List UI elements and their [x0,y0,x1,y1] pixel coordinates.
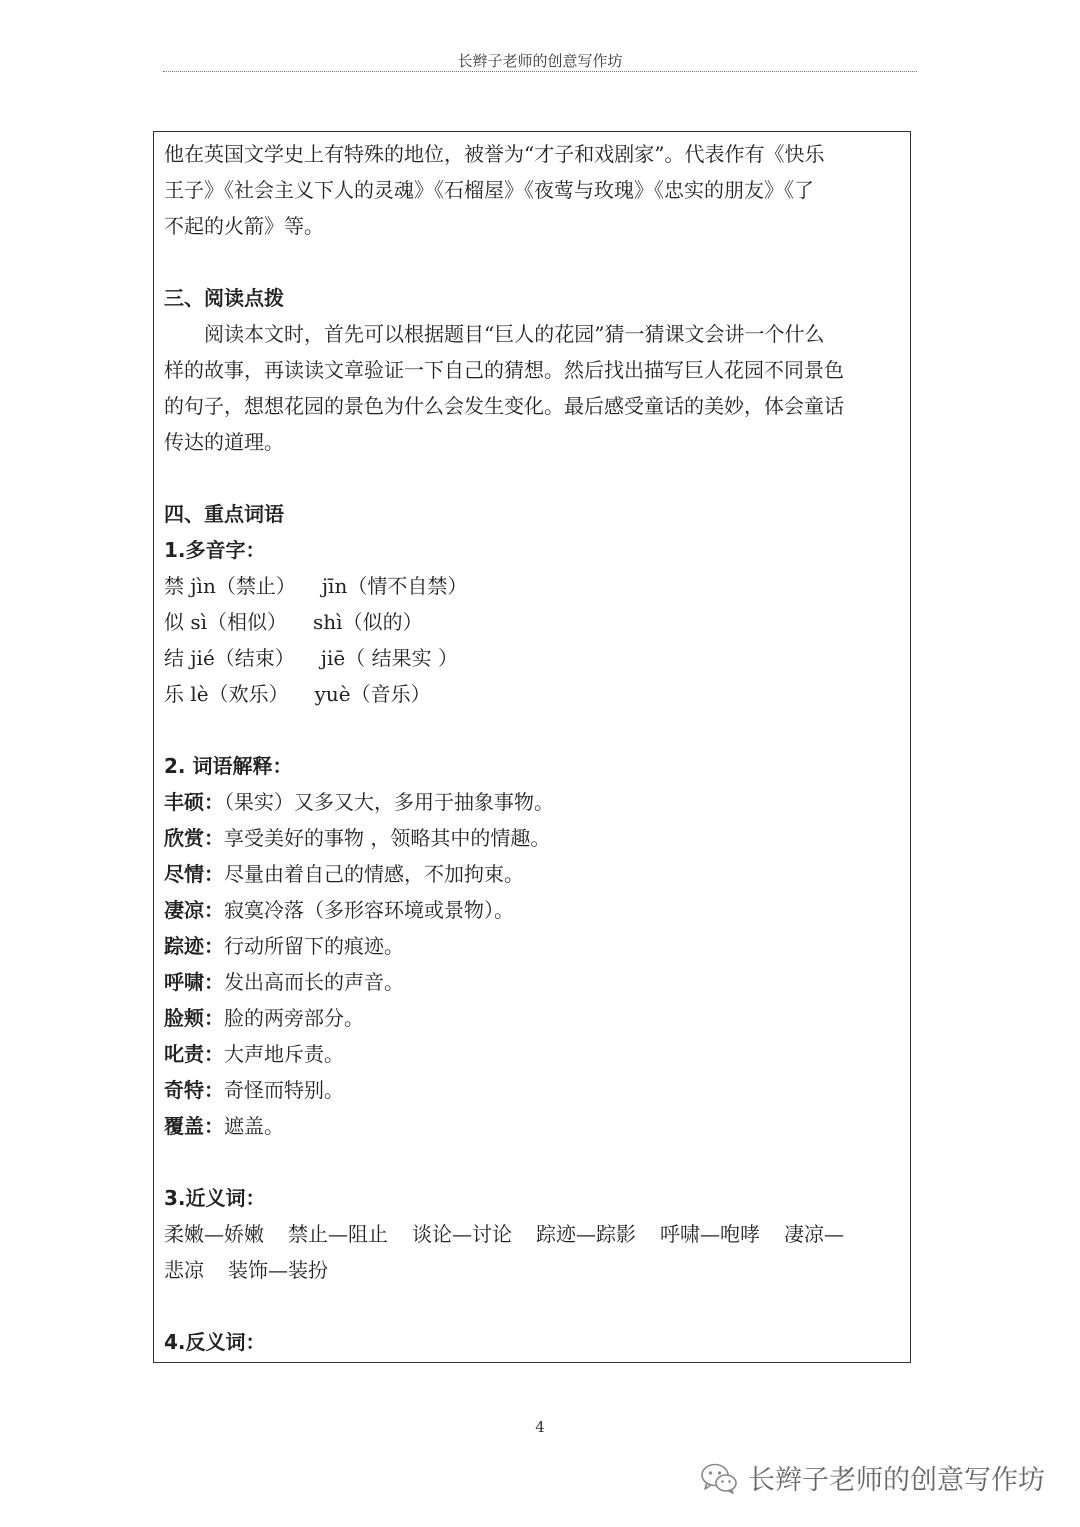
synonym-line [164,1216,904,1252]
term: 丰硕： [164,790,224,814]
definition: 脸的两旁部分。 [224,1006,364,1030]
content-body [164,136,904,1360]
explanation-item [164,964,904,1000]
paragraph-line: 阅读本文时，首先可以根据题目“巨人的花园”猜一猜课文会讲一个什么 [204,322,825,346]
explanation-item [164,928,904,964]
term: 奇特： [164,1078,224,1102]
polyphonic-row [164,604,904,640]
definition: 寂寞冷落（多形容环境或景物）。 [224,898,514,922]
polyphonic-a: 结 jié（结束） [164,646,295,670]
polyphonic-a: 乐 lè（欢乐） [164,682,289,706]
polyphonic-b: jiē（ 结果实 ） [320,646,458,670]
synonym-pair: 柔嫩—娇嫩 [164,1222,264,1246]
explanation-item [164,1000,904,1036]
explanation-item [164,892,904,928]
subsection-heading: 3.近义词： [164,1186,266,1210]
watermark [700,1458,1045,1497]
paragraph-line: 样的故事，再读读文章验证一下自己的猜想。然后找出描写巨人花园不同景色 [164,358,844,382]
synonym-pair: 谈论—讨论 [412,1222,512,1246]
explanation-item [164,784,904,820]
synonym-pair: 悲凉 [164,1258,204,1282]
polyphonic-b: shì（似的） [313,610,423,634]
subsection-heading: 2. 词语解释： [164,754,293,778]
definition: 大声地斥责。 [224,1042,344,1066]
header-title: 长辫子老师的创意写作坊 [457,52,623,70]
explanation-item [164,1036,904,1072]
subsection-heading: 1.多音字： [164,538,266,562]
term: 覆盖： [164,1114,224,1138]
definition: 奇怪而特别。 [224,1078,344,1102]
term: 欣赏： [164,826,224,850]
explanation-item [164,856,904,892]
synonym-pair: 呼啸—咆哮 [660,1222,760,1246]
polyphonic-row [164,676,904,712]
polyphonic-b: yuè（音乐） [314,682,431,706]
definition: 遮盖。 [224,1114,284,1138]
watermark-text: 长辫子老师的创意写作坊 [748,1465,1045,1496]
synonym-pair: 禁止—阻止 [288,1222,388,1246]
synonym-pair: 踪迹—踪影 [536,1222,636,1246]
term: 凄凉： [164,898,224,922]
polyphonic-row [164,568,904,604]
definition: 行动所留下的痕迹。 [224,934,404,958]
paragraph-line: 的句子，想想花园的景色为什么会发生变化。最后感受童话的美妙，体会童话 [164,394,844,418]
subsection-heading: 4.反义词： [164,1330,266,1354]
explanation-item [164,1108,904,1144]
section-heading: 三、阅读点拨 [164,286,284,310]
explanation-item [164,820,904,856]
definition: 发出高而长的声音。 [224,970,404,994]
polyphonic-a: 似 sì（相似） [164,610,288,634]
synonym-pair: 装饰—装扮 [228,1258,328,1282]
header-rule [163,71,917,72]
paragraph-line: 传达的道理。 [164,430,284,454]
term: 叱责： [164,1042,224,1066]
term: 脸颊： [164,1006,224,1030]
explanation-item [164,1072,904,1108]
polyphonic-a: 禁 jìn（禁止） [164,574,296,598]
term: 踪迹： [164,934,224,958]
section-heading: 四、重点词语 [164,502,284,526]
wechat-icon [700,1462,738,1494]
polyphonic-b: jīn（情不自禁） [321,574,468,598]
intro-line: 他在英国文学史上有特殊的地位，被誉为“才子和戏剧家”。代表作有《快乐 [164,142,825,166]
definition: 尽量由着自己的情感，不加拘束。 [224,862,524,886]
page-number: 4 [535,1418,545,1436]
definition: （果实）又多又大，多用于抽象事物。 [224,790,554,814]
definition: 享受美好的事物 ，领略其中的情趣。 [224,826,551,850]
synonym-pair: 凄凉— [784,1222,844,1246]
term: 呼啸： [164,970,224,994]
intro-line: 不起的火箭》等。 [164,214,324,238]
polyphonic-row [164,640,904,676]
synonym-line [164,1252,904,1288]
intro-line: 王子》《社会主义下人的灵魂》《石榴屋》《夜莺与玫瑰》《忠实的朋友》《了 [164,178,814,202]
term: 尽情： [164,862,224,886]
content-box [153,131,911,1363]
